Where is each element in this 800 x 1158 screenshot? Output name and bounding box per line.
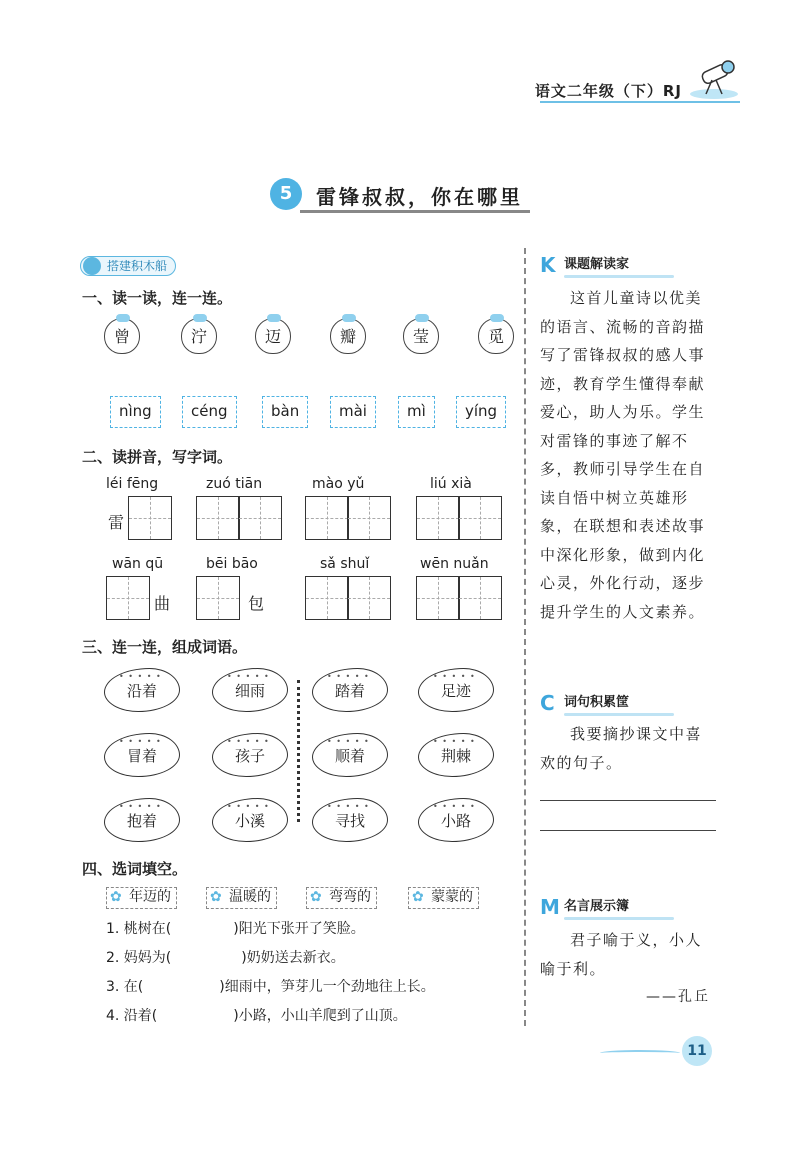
book-header: 语文二年级（下）RJ xyxy=(534,82,682,100)
pinyin-label: liú xià xyxy=(430,476,472,492)
c-icon: C xyxy=(540,691,555,715)
pinyin-label: bēi bāo xyxy=(206,556,258,572)
leaf-icon xyxy=(490,314,504,322)
fill-sentence: 4. 沿着( )小路，小山羊爬到了山顶。 xyxy=(106,1008,407,1024)
page-wave xyxy=(600,1050,680,1056)
char-card[interactable]: 觅 xyxy=(478,318,514,354)
word-option[interactable]: ✿ 年迈的 xyxy=(106,887,177,909)
column-divider xyxy=(524,248,526,1026)
k-icon: K xyxy=(540,253,556,277)
pinyin-label: mào yǔ xyxy=(312,476,365,492)
sentence-text: 我要摘抄课文中喜欢的句子。 xyxy=(540,725,703,772)
word-leaf[interactable]: • • • • • 沿着 xyxy=(104,668,180,712)
char-card[interactable]: 瓣 xyxy=(330,318,366,354)
section-badge xyxy=(80,256,176,276)
writing-grid[interactable] xyxy=(458,576,502,620)
leaf-icon xyxy=(193,314,207,322)
page-number: 11 xyxy=(682,1036,712,1066)
word-option[interactable]: ✿ 温暖的 xyxy=(206,887,277,909)
pinyin-card[interactable]: céng xyxy=(182,396,237,428)
section-badge-label: 搭建积木船 xyxy=(107,259,168,273)
pinyin-card[interactable]: yíng xyxy=(456,396,506,428)
char-card[interactable]: 曾 xyxy=(104,318,140,354)
pinyin-label: sǎ shuǐ xyxy=(320,556,370,572)
pinyin-card[interactable]: mì xyxy=(398,396,435,428)
leaf-icon xyxy=(116,314,130,322)
given-char: 雷 xyxy=(108,513,125,532)
word-leaf[interactable]: • • • • • 荆棘 xyxy=(418,733,494,777)
m-icon: M xyxy=(540,895,560,919)
word-leaf[interactable]: • • • • • 冒着 xyxy=(104,733,180,777)
telescope-icon xyxy=(688,58,740,100)
write-line[interactable] xyxy=(540,830,716,831)
word-leaf[interactable]: • • • • • 孩子 xyxy=(212,733,288,777)
given-char: 包 xyxy=(248,594,265,613)
pinyin-label: léi fēng xyxy=(106,476,159,492)
writing-grid[interactable] xyxy=(347,576,391,620)
pinyin-card[interactable]: mài xyxy=(330,396,376,428)
topic-text: 这首儿童诗以优美的语言、流畅的音韵描写了雷锋叔叔的感人事迹，教育学生懂得奉献爱心，助人为乐。学生对雷锋的事迹了解不多，教师引导学生在自读自悟中树立英雄形象，在联想和表述故事中深化形象，做到内化心灵，外化行动，逐步提升学生的人文素养。 xyxy=(540,289,706,621)
leaf-icon xyxy=(342,314,356,322)
leaf-icon xyxy=(415,314,429,322)
bubble-icon xyxy=(83,257,101,275)
word-option[interactable]: ✿ 弯弯的 xyxy=(306,887,377,909)
word-leaf[interactable]: • • • • • 抱着 xyxy=(104,798,180,842)
word-leaf[interactable]: • • • • • 顺着 xyxy=(312,733,388,777)
writing-grid[interactable] xyxy=(458,496,502,540)
title-underline xyxy=(300,210,530,213)
lesson-number: 5 xyxy=(270,178,302,210)
writing-grid[interactable] xyxy=(128,496,172,540)
writing-grid[interactable] xyxy=(305,496,349,540)
given-char: 曲 xyxy=(154,594,171,613)
writing-grid[interactable] xyxy=(106,576,150,620)
fill-sentence: 3. 在( )细雨中，笋芽儿一个劲地往上长。 xyxy=(106,979,435,995)
word-leaf[interactable]: • • • • • 寻找 xyxy=(312,798,388,842)
char-card[interactable]: 莹 xyxy=(403,318,439,354)
leaf-icon xyxy=(267,314,281,322)
section3-title: 三、连一连，组成词语。 xyxy=(82,638,248,656)
topic-heading: K 课题解读家 xyxy=(540,254,629,276)
word-leaf[interactable]: • • • • • 细雨 xyxy=(212,668,288,712)
header-rule xyxy=(540,101,740,103)
word-leaf[interactable]: • • • • • 小溪 xyxy=(212,798,288,842)
quote-author: ——孔丘 xyxy=(646,989,710,1005)
flower-icon: ✿ xyxy=(110,889,122,905)
fill-sentence: 2. 妈妈为( )奶奶送去新衣。 xyxy=(106,950,345,966)
char-card[interactable]: 泞 xyxy=(181,318,217,354)
writing-grid[interactable] xyxy=(305,576,349,620)
write-line[interactable] xyxy=(540,800,716,801)
section4-title: 四、选词填空。 xyxy=(82,860,188,878)
flower-icon: ✿ xyxy=(412,889,424,905)
quote-text: 君子喻于义，小人喻于利。 xyxy=(540,931,703,978)
word-leaf[interactable]: • • • • • 踏着 xyxy=(312,668,388,712)
sentence-heading: C 词句积累筐 xyxy=(540,692,629,714)
lesson-title-text: 雷锋叔叔，你在哪里 xyxy=(316,185,523,209)
writing-grid[interactable] xyxy=(238,496,282,540)
char-card[interactable]: 迈 xyxy=(255,318,291,354)
word-leaf[interactable]: • • • • • 足迹 xyxy=(418,668,494,712)
section2-title: 二、读拼音，写字词。 xyxy=(82,448,233,466)
fill-sentence: 1. 桃树在( )阳光下张开了笑脸。 xyxy=(106,921,365,937)
writing-grid[interactable] xyxy=(416,496,460,540)
dotted-divider xyxy=(297,680,300,822)
pinyin-card[interactable]: bàn xyxy=(262,396,308,428)
flower-icon: ✿ xyxy=(310,889,322,905)
pinyin-label: wān qū xyxy=(112,556,164,572)
writing-grid[interactable] xyxy=(347,496,391,540)
word-leaf[interactable]: • • • • • 小路 xyxy=(418,798,494,842)
pinyin-card[interactable]: nìng xyxy=(110,396,161,428)
quote-heading: M 名言展示簿 xyxy=(540,896,629,918)
flower-icon: ✿ xyxy=(210,889,222,905)
section1-title: 一、读一读，连一连。 xyxy=(82,289,233,307)
lesson-title xyxy=(270,178,530,212)
writing-grid[interactable] xyxy=(196,496,240,540)
pinyin-label: zuó tiān xyxy=(206,476,263,492)
pinyin-label: wēn nuǎn xyxy=(420,556,489,572)
word-option[interactable]: ✿ 蒙蒙的 xyxy=(408,887,479,909)
writing-grid[interactable] xyxy=(196,576,240,620)
writing-grid[interactable] xyxy=(416,576,460,620)
